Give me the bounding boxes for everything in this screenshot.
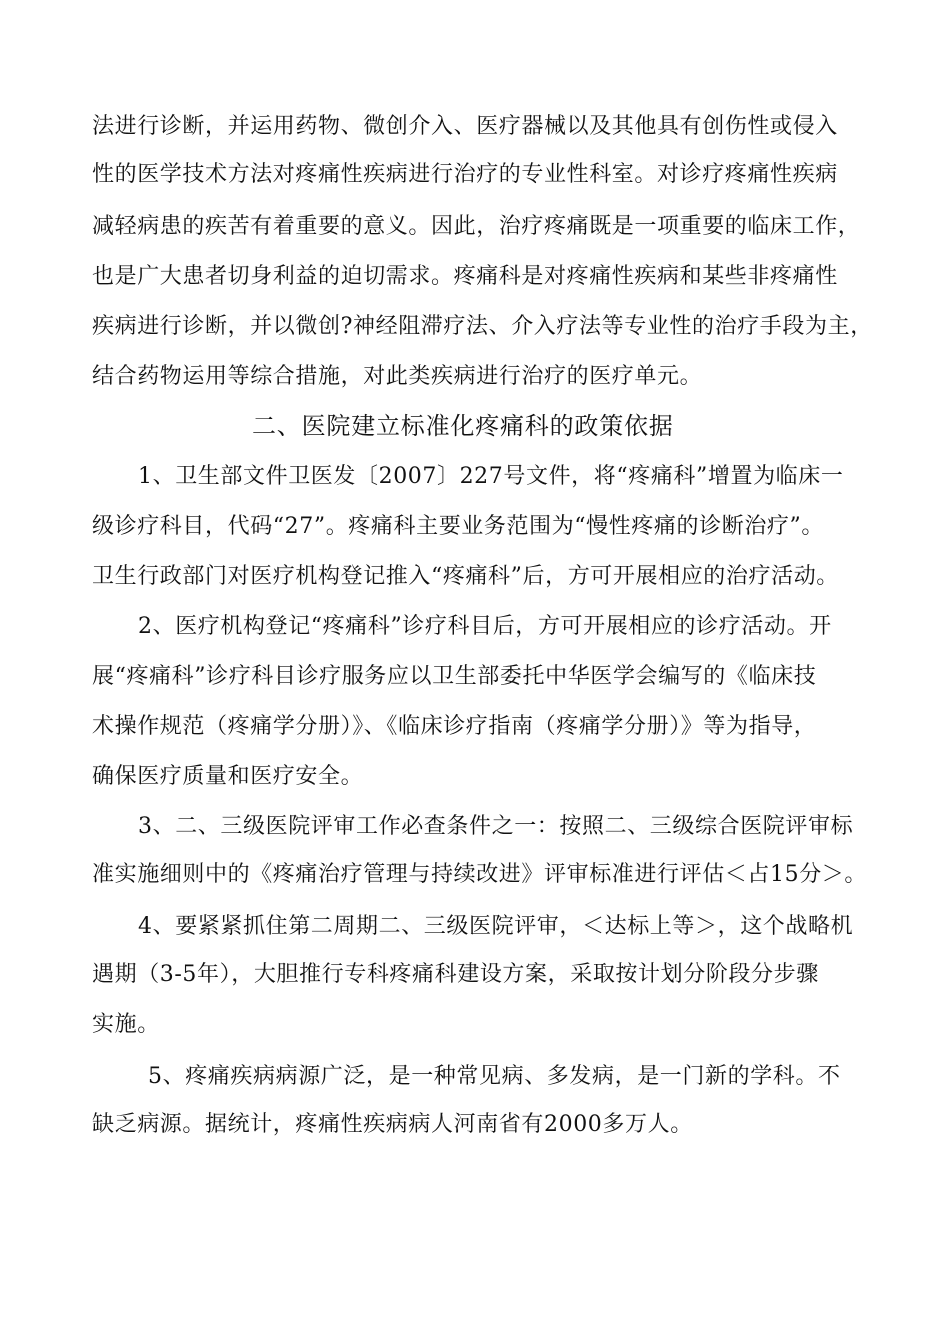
item-4-line: 实施。 [92, 1012, 160, 1037]
intro-line: 法进行诊断，并运用药物、微创介入、医疗器械以及其他具有创伤性或侵入 [92, 114, 838, 139]
item-3-line: 准实施细则中的《疼痛治疗管理与持续改进》评审标准进行评估＜占15分＞。 [92, 862, 867, 887]
intro-line: 疾病进行诊断，并以微创?神经阻滞疗法、介入疗法等专业性的治疗手段为主， [92, 314, 873, 339]
item-2-line: 确保医疗质量和医疗安全。 [92, 764, 364, 789]
item-4-line: 遇期（3-5年），大胆推行专科疼痛科建设方案，采取按计划分阶段分步骤 [92, 962, 819, 987]
section-heading: 二、医院建立标准化疼痛科的政策依据 [252, 412, 674, 440]
item-5-line: 5、疼痛疾病病源广泛，是一种常见病、多发病，是一门新的学科。不 [148, 1064, 841, 1089]
item-1-line: 级诊疗科目，代码“27”。疼痛科主要业务范围为“慢性疼痛的诊断治疗”。 [92, 514, 824, 539]
item-2-line: 展“疼痛科”诊疗科目诊疗服务应以卫生部委托中华医学会编写的《临床技 [92, 664, 817, 689]
item-2-line: 术操作规范（疼痛学分册）》、《临床诊疗指南（疼痛学分册）》等为指导， [92, 714, 817, 739]
item-3-line: 3、二、三级医院评审工作必查条件之一：按照二、三级综合医院评审标 [138, 814, 854, 839]
intro-line: 也是广大患者切身利益的迫切需求。疼痛科是对疼痛性疾病和某些非疼痛性 [92, 264, 838, 289]
intro-line: 减轻病患的疾苦有着重要的意义。因此，治疗疼痛既是一项重要的临床工作， [92, 214, 861, 239]
intro-line: 性的医学技术方法对疼痛性疾病进行治疗的专业性科室。对诊疗疼痛性疾病 [92, 162, 838, 187]
item-1-line: 卫生行政部门对医疗机构登记推入“疼痛科”后，方可开展相应的治疗活动。 [92, 564, 839, 589]
item-5-line: 缺乏病源。据统计，疼痛性疾病病人河南省有2000多万人。 [92, 1112, 693, 1137]
item-1-line: 1、卫生部文件卫医发〔2007〕227号文件，将“疼痛科”增置为临床一 [138, 464, 844, 489]
intro-line: 结合药物运用等综合措施，对此类疾病进行治疗的医疗单元。 [92, 364, 703, 389]
item-2-line: 2、医疗机构登记“疼痛科”诊疗科目后，方可开展相应的诊疗活动。开 [138, 614, 832, 639]
item-4-line: 4、要紧紧抓住第二周期二、三级医院评审，＜达标上等＞，这个战略机 [138, 914, 854, 939]
